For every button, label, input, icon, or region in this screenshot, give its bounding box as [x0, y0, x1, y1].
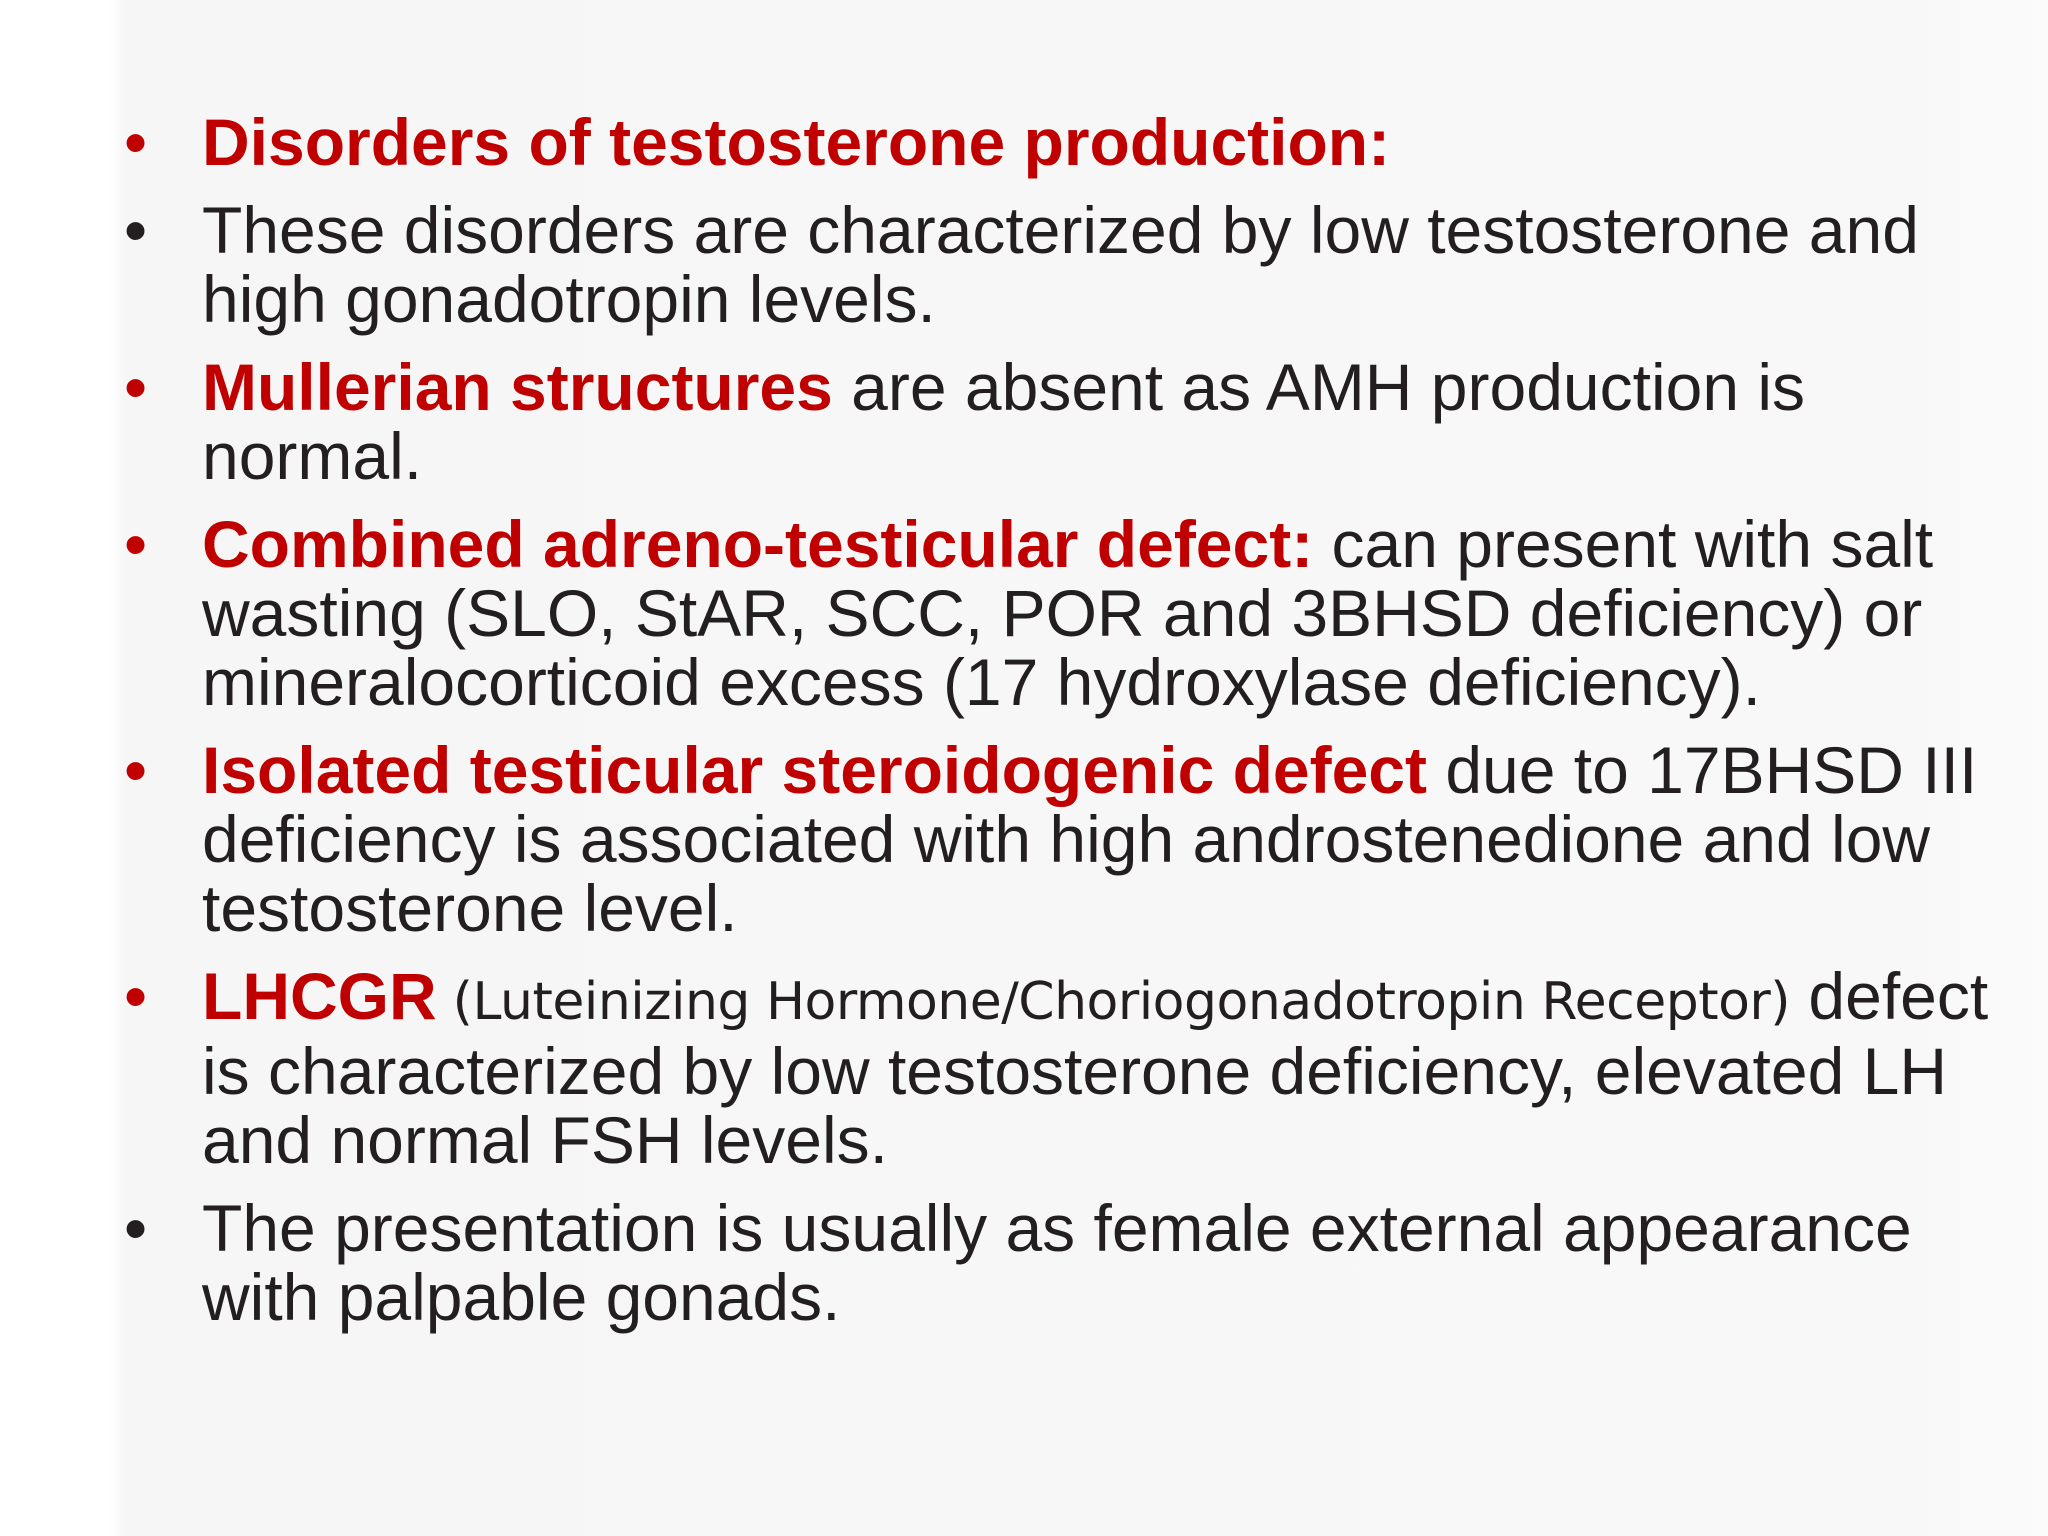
bullet-text: These disorders are characterized by low testosterone and high gonadotropin levels. — [202, 193, 1919, 336]
bullet-text: can present with salt wasting (SLO, StAR, SCC, POR and 3BHSD deficiency) or mineralocorticoid excess (17 hydroxylase deficiency). — [202, 507, 1934, 719]
bullet-text: due to 17BHSD III deficiency is associated with high androstenedione and low testosterone level. — [202, 733, 1978, 945]
bullet-dot-icon: • — [124, 350, 148, 424]
bullet-item-mullerian — [120, 350, 2000, 493]
bullet-dot-icon: • — [124, 959, 148, 1033]
bullet-item-characterized — [120, 193, 2000, 336]
bullet-emphasis: Combined adreno-testicular defect: — [202, 507, 1314, 581]
bullet-item-presentation — [120, 1191, 2000, 1334]
bullet-emphasis: Mullerian structures — [202, 350, 833, 424]
bullet-dot-icon: • — [124, 105, 148, 179]
bullet-item-lhcgr — [120, 959, 2000, 1177]
bullet-dot-icon: • — [124, 1191, 148, 1265]
bullet-dot-icon: • — [124, 507, 148, 581]
bullet-emphasis: LHCGR — [202, 959, 437, 1033]
bullet-text: are absent as AMH production is normal. — [202, 350, 1806, 493]
bullet-text: defect is characterized by low testosterone deficiency, elevated LH and normal FSH levels. — [202, 959, 1989, 1177]
bullet-item-disorders-heading — [120, 105, 2000, 179]
bullet-heading: Disorders of testosterone production: — [202, 105, 1391, 179]
bullet-item-combined-defect — [120, 507, 2000, 719]
bullet-text: The presentation is usually as female external appearance with palpable gonads. — [202, 1191, 1912, 1334]
bullet-list — [120, 105, 2000, 1351]
bullet-item-isolated-defect — [120, 733, 2000, 945]
bullet-dot-icon: • — [124, 193, 148, 267]
bullet-note: (Luteinizing Hormone/Choriogonadotropin Receptor) — [436, 972, 1791, 1032]
bullet-emphasis: Isolated testicular steroidogenic defect — [202, 733, 1427, 807]
bullet-dot-icon: • — [124, 733, 148, 807]
